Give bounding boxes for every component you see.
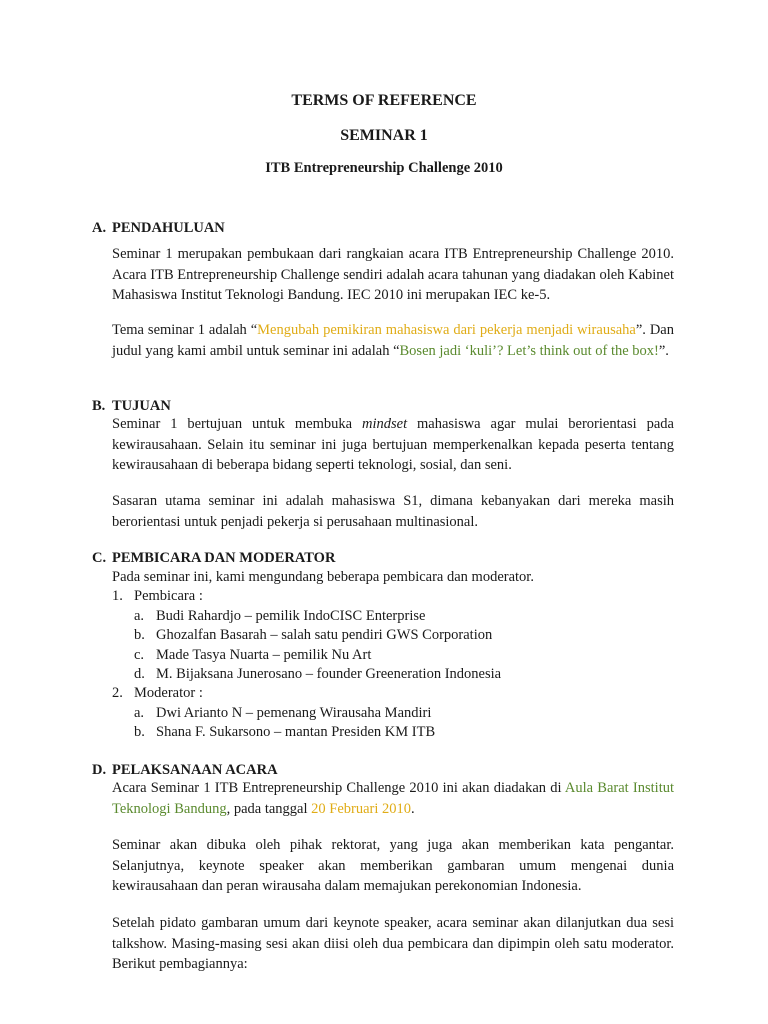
speaker-name: M. Bijaksana Junerosano – founder Greeneration Indonesia [156,665,502,682]
moderator-name: Dwi Arianto N – pemenang Wirausaha Mandiri [156,704,432,721]
section-a-heading [92,220,225,237]
section-d-paragraph-3: Setelah pidato gambaran umum dari keynote speaker, acara seminar akan dilanjutkan dua sesi talkshow. Masing-masing sesi akan diisi oleh dua pembicara dan dipimpin oleh satu moderator. Berikut pembagiannya: [112,915,674,972]
section-c-heading [92,550,335,567]
section-d-paragraph-2: Seminar akan dibuka oleh pihak rektorat, yang juga akan memberikan kata pengantar. Selanjutnya, keynote speaker akan memberikan gambaran umum mengenai dunia kewirausahaan dan peran wirausaha dalam memajukan perekonomian Indonesia. [112,837,674,894]
list-item [112,607,672,626]
event-date: 20 Februari 2010 [311,800,412,817]
section-d-paragraph-1 [112,778,674,819]
list-intro: Pada seminar ini, kami mengundang beberapa pembicara dan moderator. [112,569,534,585]
section-b-heading [92,398,171,415]
list-number: 1. [112,588,123,605]
mindset-italic: mindset [362,416,408,432]
moderators-group-label [112,684,672,703]
doc-subtitle: SEMINAR 1 [340,127,428,144]
section-d-number: D. [92,762,107,778]
section-b-number: B. [92,398,106,414]
speaker-list [112,568,672,743]
list-item [112,626,672,645]
text-run: mahasiswa agar mulai berorientasi pada kewirausahaan. Selain itu seminar ini juga bertujuan memperkenalkan kepada peserta tentang kewirausahaan di beberapa bidang seperti teknologi, sosial, dan seni. [112,416,674,473]
section-b-paragraph-1 [112,414,674,476]
text-run: . [411,800,415,817]
list-letter: b. [134,627,145,644]
moderator-name: Shana F. Sukarsono – mantan Presiden KM ITB [156,724,436,741]
list-letter: a. [134,607,145,624]
event-venue: Aula Barat Institut Teknologi Bandung [112,780,675,817]
list-label: Pembicara : [134,588,203,605]
text-run: Tema seminar 1 adalah “ [112,322,258,338]
speaker-name: Made Tasya Nuarta – pemilik Nu Art [156,646,372,663]
list-number: 2. [112,685,123,702]
speaker-name: Budi Rahardjo – pemilik IndoCISC Enterprise [156,607,426,624]
section-c-title: PEMBICARA DAN MODERATOR [112,550,336,566]
speakers-group-label [112,587,672,606]
seminar-title: Bosen jadi ‘kuli’? Let’s think out of the box! [399,342,659,359]
list-item [112,665,672,684]
list-label: Moderator : [134,685,203,702]
section-a-paragraph-1: Seminar 1 merupakan pembukaan dari rangkaian acara ITB Entrepreneurship Challenge 2010. Acara ITB Entrepreneurship Challenge sendiri adalah acara tahunan yang diadakan oleh Kabinet Mahasiswa Institut Teknologi Bandung. IEC 2010 ini merupakan IEC ke-5. [112,246,674,303]
section-b-paragraph-2: Sasaran utama seminar ini adalah mahasiswa S1, dimana kebanyakan dari mereka masih berorientasi untuk penjadi pekerja si perusahaan multinasional. [112,493,674,530]
text-run: Acara Seminar 1 ITB Entrepreneurship Challenge 2010 ini akan diadakan di [112,780,565,796]
section-a-number: A. [92,220,107,236]
text-run: Seminar 1 bertujuan untuk membuka [112,416,362,432]
section-d-heading [92,762,278,779]
section-b-title: TUJUAN [112,398,171,414]
text-run: ”. Dan judul yang kami ambil untuk seminar ini adalah “ [112,322,674,359]
section-c-number: C. [92,550,107,566]
text-run: , pada tanggal [226,800,312,817]
doc-event-name: ITB Entrepreneurship Challenge 2010 [265,160,503,176]
list-letter: d. [134,665,145,682]
section-a-paragraph-2 [112,320,674,361]
list-letter: c. [134,646,145,663]
doc-title: TERMS OF REFERENCE [291,92,477,109]
section-d-title: PELAKSANAAN ACARA [112,762,278,778]
list-item [112,646,672,665]
text-run: ”. [658,342,669,359]
section-a-title: PENDAHULUAN [112,220,225,236]
list-letter: b. [134,724,145,741]
seminar-theme: Mengubah pemikiran mahasiswa dari pekerja menjadi wirausaha [257,322,636,338]
list-letter: a. [134,704,145,721]
list-item [112,723,672,742]
speaker-name: Ghozalfan Basarah – salah satu pendiri GWS Corporation [156,627,493,644]
list-item [112,704,672,723]
